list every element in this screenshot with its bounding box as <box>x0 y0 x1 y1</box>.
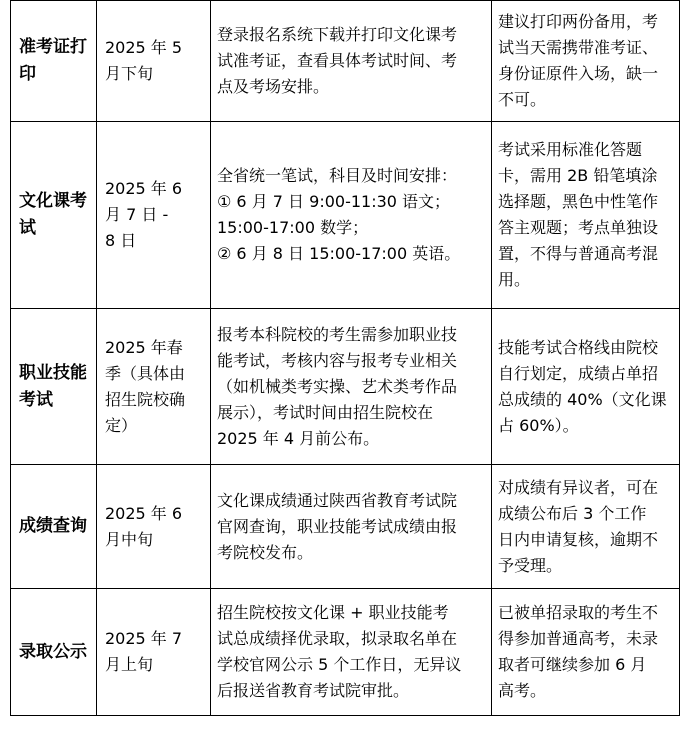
notes-text: 成绩公布后 3 个工作 <box>498 503 647 523</box>
time-cell <box>97 122 211 309</box>
notes-text: 日内申请复核，逾期不 <box>498 529 659 549</box>
table-row <box>11 465 680 589</box>
content-cell <box>211 465 492 589</box>
stage-text: 准考证打 <box>19 37 87 57</box>
content-text: 展示），考试时间由招生院校在 <box>217 402 434 422</box>
stage-cell <box>11 309 97 465</box>
notes-text: 予受理。 <box>498 555 563 575</box>
stage-cell <box>11 122 97 309</box>
stage-text: 成绩查询 <box>19 516 87 536</box>
content-text: 全省统一笔试，科目及时间安排： <box>217 166 458 185</box>
content-text: 15:00-17:00 数学； <box>217 218 369 237</box>
notes-text: 建议打印两份备用，考 <box>498 12 659 31</box>
content-text: 考院校发布。 <box>217 542 314 562</box>
notes-text: 对成绩有异议者，可在 <box>498 477 659 497</box>
content-cell <box>211 122 492 309</box>
content-text: 报考本科院校的考生需参加职业技 <box>217 324 458 344</box>
notes-text: 身份证原件入场，缺一 <box>498 64 659 83</box>
notes-text: 取者可继续参加 6 月 <box>498 655 647 674</box>
content-text: 登录报名系统下载并打印文化课考 <box>217 25 458 44</box>
stage-cell <box>11 1 97 122</box>
stage-text: 试 <box>19 218 36 238</box>
stage-text: 文化课考 <box>19 191 87 211</box>
notes-text: 已被单招录取的考生不 <box>498 603 659 622</box>
notes-text: 置，不得与普通高考混 <box>498 244 659 263</box>
time-text: 季（具体由 <box>105 363 186 383</box>
content-text: ② 6 月 8 日 15:00-17:00 英语。 <box>217 244 461 263</box>
time-text: 月 7 日 - <box>105 205 169 224</box>
notes-cell <box>492 122 680 309</box>
content-text: （如机械类考实操、艺术类考作品 <box>217 376 458 396</box>
schedule-table <box>10 0 680 716</box>
content-text: 后报送省教育考试院审批。 <box>217 681 410 700</box>
notes-text: 用。 <box>498 270 531 289</box>
time-cell <box>97 589 211 716</box>
notes-cell <box>492 1 680 122</box>
time-text: 8 日 <box>105 231 137 250</box>
time-text: 2025 年 5 <box>105 38 183 57</box>
time-text: 2025 年春 <box>105 337 183 357</box>
content-cell <box>211 309 492 465</box>
stage-text: 考试 <box>19 389 53 410</box>
time-text: 月上旬 <box>105 655 154 674</box>
stage-text: 印 <box>19 64 36 84</box>
notes-text: 高考。 <box>498 681 547 700</box>
time-cell <box>97 1 211 122</box>
content-cell <box>211 589 492 716</box>
time-text: 月下旬 <box>105 64 154 83</box>
notes-cell <box>492 309 680 465</box>
stage-text: 职业技能 <box>19 362 87 383</box>
notes-text: 考试采用标准化答题 <box>498 140 643 159</box>
notes-text: 总成绩的 40%（文化课 <box>498 389 667 409</box>
time-cell <box>97 309 211 465</box>
notes-text: 卡，需用 2B 铅笔填涂 <box>498 166 658 185</box>
notes-text: 技能考试合格线由院校 <box>498 337 659 357</box>
table-row <box>11 122 680 309</box>
notes-text: 试当天需携带准考证、 <box>498 38 659 57</box>
notes-text: 答主观题；考点单独设 <box>498 218 659 237</box>
time-cell <box>97 465 211 589</box>
stage-cell <box>11 589 97 716</box>
table-row <box>11 589 680 716</box>
time-text: 2025 年 6 <box>105 503 183 523</box>
content-text: 2025 年 4 月前公布。 <box>217 428 380 448</box>
time-text: 2025 年 7 <box>105 629 183 648</box>
notes-cell <box>492 589 680 716</box>
content-text: 招生院校按文化课 + 职业技能考 <box>217 603 449 622</box>
notes-text: 自行划定，成绩占单招 <box>498 363 659 383</box>
time-text: 定） <box>105 415 138 435</box>
content-text: 官网查询，职业技能考试成绩由报 <box>217 516 458 536</box>
notes-cell <box>492 465 680 589</box>
content-text: 点及考场安排。 <box>217 77 330 96</box>
content-text: ① 6 月 7 日 9:00-11:30 语文； <box>217 192 451 211</box>
stage-text: 录取公示 <box>19 641 87 662</box>
content-cell <box>211 1 492 122</box>
content-text: 文化课成绩通过陕西省教育考试院 <box>217 490 458 510</box>
content-text: 试总成绩择优录取，拟录取名单在 <box>217 629 458 648</box>
time-text: 月中旬 <box>105 529 154 549</box>
stage-cell <box>11 465 97 589</box>
notes-text: 不可。 <box>498 90 547 109</box>
table-row <box>11 309 680 465</box>
time-text: 2025 年 6 <box>105 179 183 198</box>
content-text: 学校官网公示 5 个工作日，无异议 <box>217 655 462 674</box>
time-text: 招生院校确 <box>105 389 186 409</box>
content-text: 试准考证，查看具体考试时间、考 <box>217 51 458 70</box>
notes-text: 占 60%）。 <box>498 415 579 435</box>
table-row <box>11 1 680 122</box>
notes-text: 选择题，黑色中性笔作 <box>498 192 659 211</box>
notes-text: 得参加普通高考，未录 <box>498 629 659 648</box>
content-text: 能考试，考核内容与报考专业相关 <box>217 350 458 370</box>
